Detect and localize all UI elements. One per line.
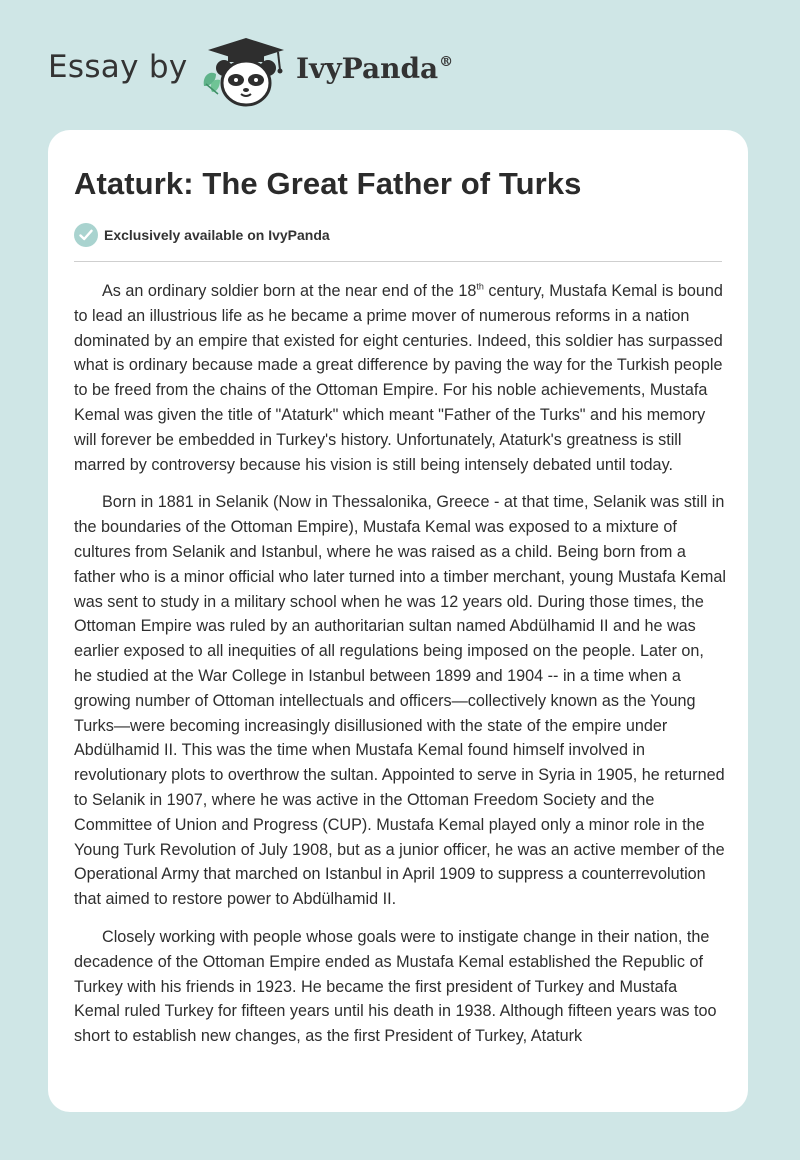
ordinal-suffix: th (476, 281, 484, 292)
divider (74, 261, 722, 262)
exclusive-badge (74, 222, 330, 248)
paragraph-text: As an ordinary soldier born at the near end of the 18 (102, 282, 477, 300)
paragraph: Closely working with people whose goals were to instigate change in their nation, the decadence of the Ottoman Empire ended as Mustafa Kemal established the Republic of Turkey with his friends in 1923. He became the first president of Turkey and Mustafa Kemal ruled Turkey for fifteen years until his death in 1938. Although fifteen years was too short to establish new changes, as the first President of Turkey, Ataturk (74, 927, 717, 1046)
paragraph: Born in 1881 in Selanik (Now in Thessalonika, Greece - at that time, Selanik was still in the boundaries of the Ottoman Empire), Mustafa Kemal was exposed to a mixture of cultures from Selanik and Istanbul, where he was raised as a child. Being born from a father who is a minor official who later turned into a timber merchant, young Mustafa Kemal was sent to study in a military school when he was 12 years old. During those times, the Ottoman Empire was ruled by an authoritarian sultan named Abdülhamid II and he was earlier exposed to all inequities of all regulations being imposed on the people. Later on, he studied at the War College in Istanbul between 1899 and 1904 -- in a time when a growing number of Ottoman intellectuals and officers—collectively known as the Young Turks—were becoming increasingly disillusioned with the state of the empire under Abdülhamid II. This was the time when Mustafa Kemal found himself involved in revolutionary plots to overthrow the sultan. Appointed to serve in Syria in 1905, he returned to Selanik in 1907, where he was active in the Ottoman Freedom Society and the Committee of Union and Progress (CUP). Mustafa Kemal played only a minor role in the Young Turk Revolution of July 1908, but as a junior officer, he was an active member of the Operational Army that marched on Istanbul in April 1909 to suppress a counterrevolution that aimed to restore power to Abdülhamid II. (74, 493, 727, 909)
registered-mark: ® (439, 54, 454, 70)
paragraph-text: century, Mustafa Kemal is bound to lead an illustrious life as he became a prime mover of numerous reforms in a nation dominated by an empire that existed for eight centuries. Indeed, this soldier has surpassed what is ordinary because made a great difference by paving the way for the Turkish people to be freed from the chains of the Ottoman Empire. For his noble achievements, Mustafa Kemal was given the title of "Ataturk" which meant "Father of the Turks" and his memory will forever be embedded in Turkey's history. Unfortunately, Ataturk's greatness is still marred by controversy because his vision is still being intensely debated until today. (74, 282, 723, 474)
essay-title: Ataturk: The Great Father of Turks (74, 166, 582, 201)
panda-graduate-icon[interactable] (198, 36, 294, 108)
site-header (0, 0, 800, 130)
essay-body (74, 279, 726, 1062)
badge-text: Exclusively available on IvyPanda (104, 227, 330, 243)
brand-name[interactable] (296, 52, 453, 85)
essay-card (48, 130, 748, 1112)
check-icon (74, 223, 98, 247)
brand-name-text: IvyPanda (296, 52, 439, 85)
brand-prefix: Essay by (48, 49, 188, 85)
paragraph (74, 279, 726, 477)
